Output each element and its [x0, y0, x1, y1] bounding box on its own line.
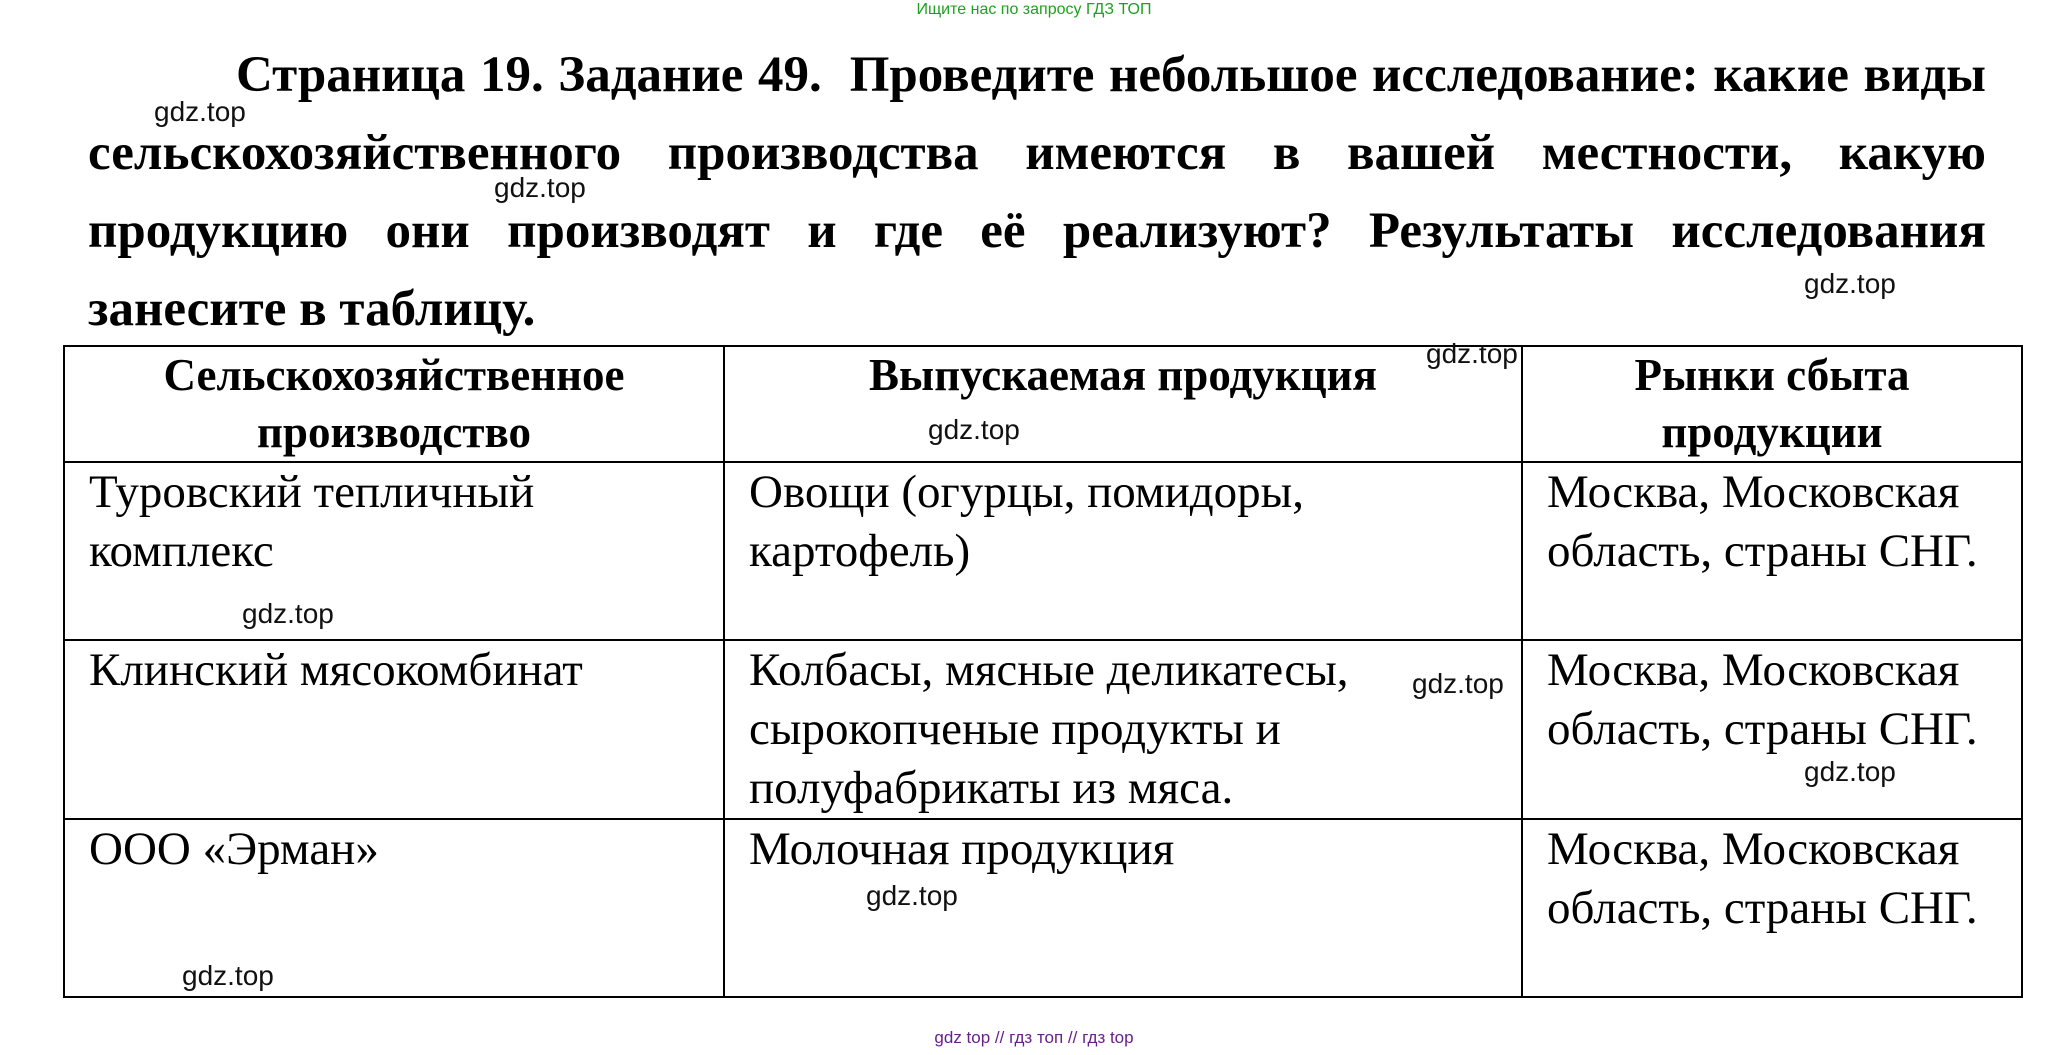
watermark: gdz.top	[1412, 668, 1504, 699]
table-header-row	[64, 346, 2022, 462]
table-row	[64, 462, 2022, 640]
cell-production: Туровский тепличный комплекс	[64, 462, 724, 640]
watermark: gdz.top	[242, 598, 334, 629]
cell-markets: Москва, Московская область, страны СНГ.	[1522, 640, 2022, 819]
footer-watermark: gdz top // гдз топ // гдз top	[934, 1028, 1134, 1047]
task-text: Проведите небольшое исследование: какие виды сельскохозяйственного производства имеются в вашей местности, какую продукцию они производят и где её реализуют? Результаты исследования занесите в таблицу.	[88, 47, 1986, 337]
task-heading: Страница 19. Задание 49.	[236, 47, 822, 103]
cell-products: Молочная продукция	[724, 819, 1522, 997]
cell-markets: Москва, Московская область, страны СНГ.	[1522, 462, 2022, 640]
cell-production: Клинский мясокомбинат	[64, 640, 724, 819]
table-row	[64, 640, 2022, 819]
watermark: gdz.top	[1804, 756, 1896, 787]
watermark: gdz.top	[866, 880, 958, 911]
watermark: gdz.top	[1426, 338, 1518, 369]
top-search-banner: Ищите нас по запросу ГДЗ ТОП	[916, 1, 1152, 18]
cell-products: Колбасы, мясные деликатесы, сырокопченые продукты и полуфабрикаты из мяса.	[724, 640, 1522, 819]
watermark: gdz.top	[182, 960, 274, 991]
column-header-products: Выпускаемая продукция	[724, 346, 1522, 462]
cell-markets: Москва, Московская область, страны СНГ.	[1522, 819, 2022, 997]
watermark: gdz.top	[928, 414, 1020, 445]
column-header-production: Сельскохозяйственное производство	[64, 346, 724, 462]
watermark: gdz.top	[1804, 268, 1896, 299]
table-row	[64, 819, 2022, 997]
watermark: gdz.top	[154, 96, 246, 127]
cell-products: Овощи (огурцы, помидоры, картофель)	[724, 462, 1522, 640]
task-statement	[88, 36, 1986, 348]
cell-production: ООО «Эрман»	[64, 819, 724, 997]
column-header-markets: Рынки сбыта продукции	[1522, 346, 2022, 462]
answer-table	[63, 345, 2023, 998]
watermark: gdz.top	[494, 172, 586, 203]
